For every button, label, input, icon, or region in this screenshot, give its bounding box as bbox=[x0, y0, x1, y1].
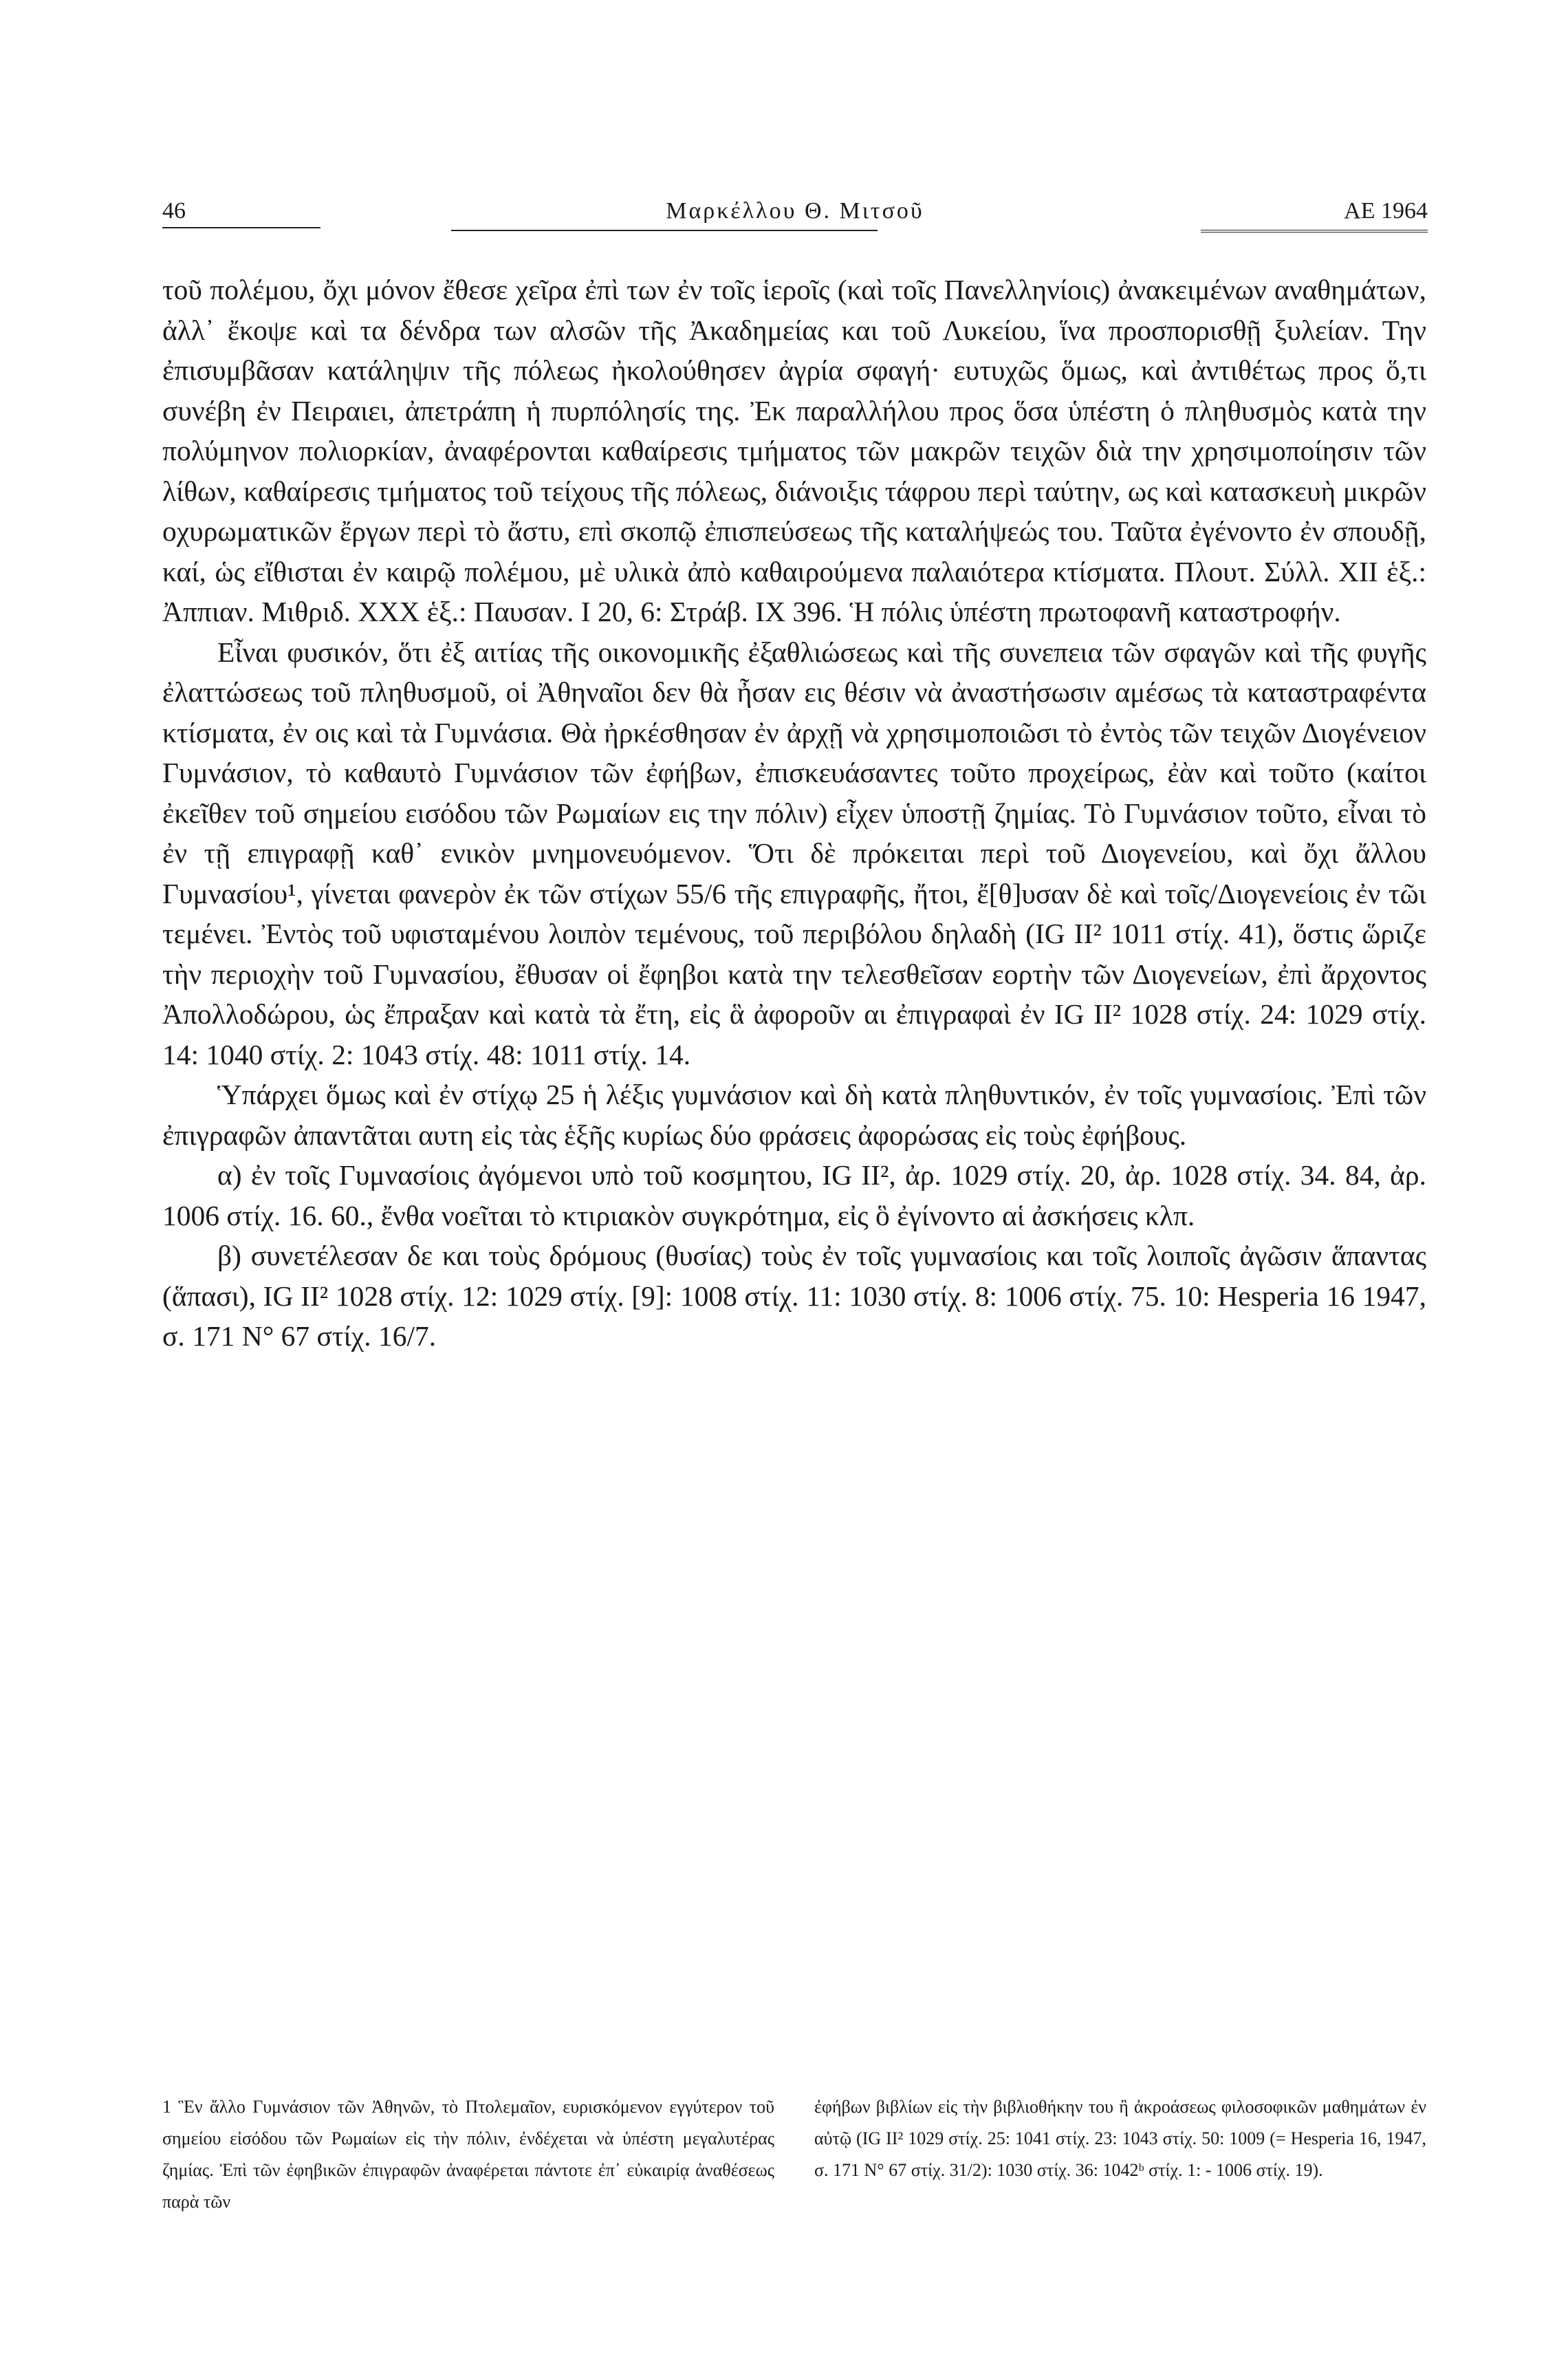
footnote-left-column: 1 Ἓν ἄλλο Γυμνάσιον τῶν Ἀθηνῶν, τὸ Πτολεμαῖον, ευρισκόμενον εγγύτερον τοῦ σημείου εἰσόδου τῶν Ρωμαίων εἰς τὴν πόλιν, ἐνδέχεται νὰ ὑπέστη μεγαλυτέρας ζημίας. Ἐπὶ τῶν ἐφηβικῶν ἐπιγραφῶν ἀναφέρεται πάντοτε ἐπ᾽ εὐκαιρίᾳ ἀναθέσεως παρὰ τῶν bbox=[162, 2097, 774, 2212]
running-header bbox=[162, 198, 1428, 239]
paragraph-3: Ὑπάρχει ὅμως καὶ ἐν στίχῳ 25 ἡ λέξις γυμνάσιον καὶ δὴ κατὰ πληθυντικόν, ἐν τοῖς γυμνασίοις. Ἐπὶ τῶν ἐπιγραφῶν ἀπαντᾶται αυτη εἰς τὰς ἑξῆς κυρίως δύο φράσεις ἀφορώσας εἰς τοὺς ἐφήβους. bbox=[162, 1079, 1426, 1151]
paragraph-1: τοῦ πολέμου, ὄχι μόνον ἔθεσε χεῖρα ἐπὶ των ἐν τοῖς ἱεροῖς (καὶ τοῖς Πανελληνίοις) ἀνακειμένων αναθημάτων, ἀλλ᾽ ἔκοψε καὶ τα δένδρα των αλσῶν τῆς Ἀκαδημείας και τοῦ Λυκείου, ἵνα προσπορισθῇ ξυλείαν. Την ἐπισυμβᾶσαν κατάληψιν τῆς πόλεως ἠκολούθησεν ἀγρία σφαγή· ευτυχῶς ὅμως, καὶ ἀντιθέτως προς ὅ,τι συνέβη ἐν Πειραιει, ἀπετράπη ἡ πυρπόλησίς της. Ἐκ παραλλήλου προς ὅσα ὑπέστη ὁ πληθυσμὸς κατὰ την πολύμηνον πολιορκίαν, ἀναφέρονται καθαίρεσις τμήματος τῶν μακρῶν τειχῶν διὰ την χρησιμοποίησιν τῶν λίθων, καθαίρεσις τμήματος τοῦ τείχους τῆς πόλεως, διάνοιξις τάφρου περὶ ταύτην, ως καὶ κατασκευὴ μικρῶν οχυρωματικῶν ἔργων περὶ τὸ ἄστυ, επὶ σκοπῷ ἐπισπεύσεως τῆς καταλήψεώς του. Ταῦτα ἐγένοντο ἐν σπουδῇ, καί, ὡς εἴθισται ἐν καιρῷ πολέμου, μὲ υλικὰ ἀπὸ καθαιρούμενα παλαιότερα κτίσματα. Πλουτ. Σύλλ. XII ἑξ.: Ἀππιαν. Μιθριδ. XXX ἑξ.: Παυσαν. I 20, 6: Στράβ. IX 396. Ἡ πόλις ὑπέστη πρωτοφανῆ καταστροφήν. bbox=[162, 274, 1426, 627]
footnote-right-column: ἐφήβων βιβλίων εἰς τὴν βιβλιοθήκην του ἢ ἀκροάσεως φιλοσοφικῶν μαθημάτων ἐν αὐτῷ (IG II² 1029 στίχ. 25: 1041 στίχ. 23: 1043 στίχ. 50: 1009 (= Hesperia 16, 1947, σ. 171 N° 67 στίχ. 31/2): 1030 στίχ. 36: 1042ᵇ στίχ. 1: - 1006 στίχ. 19). bbox=[814, 2097, 1426, 2180]
running-title: Μαρκέλλου Θ. Μιτσοῦ bbox=[666, 198, 924, 224]
paragraph-4: α) ἐν τοῖς Γυμνασίοις ἀγόμενοι υπὸ τοῦ κοσμητου, IG II², ἀρ. 1029 στίχ. 20, ἀρ. 1028 στίχ. 34. 84, ἀρ. 1006 στίχ. 16. 60., ἔνθα νοεῖται τὸ κτιριακὸν συγκρότημα, εἰς ὃ ἐγίνοντο αἱ ἀσκήσεις κλπ. bbox=[162, 1159, 1426, 1231]
journal-reference: ΑΕ 1964 bbox=[1344, 198, 1428, 224]
paragraph-2: Εἶναι φυσικόν, ὅτι ἐξ αιτίας τῆς οικονομικῆς ἐξαθλιώσεως καὶ τῆς συνεπεια τῶν σφαγῶν καὶ τῆς φυγῆς ἐλαττώσεως τοῦ πληθυσμοῦ, οἱ Ἀθηναῖοι δεν θὰ ἦσαν εις θέσιν νὰ ἀναστήσωσιν αμέσως τὰ καταστραφέντα κτίσματα, ἐν οις καὶ τὰ Γυμνάσια. Θὰ ἠρκέσθησαν ἐν ἀρχῇ νὰ χρησιμοποιῶσι τὸ ἐντὸς τῶν τειχῶν Διογένειον Γυμνάσιον, τὸ καθαυτὸ Γυμνάσιον τῶν ἐφήβων, ἐπισκευάσαντες τοῦτο προχείρως, ἐὰν καὶ τοῦτο (καίτοι ἐκεῖθεν τοῦ σημείου εισόδου τῶν Ρωμαίων εις την πόλιν) εἶχεν ὑποστῇ ζημίας. Τὸ Γυμνάσιον τοῦτο, εἶναι τὸ ἐν τῇ επιγραφῇ καθ᾽ ενικὸν μνημονευόμενον. Ὅτι δὲ πρόκειται περὶ τοῦ Διογενείου, καὶ ὄχι ἄλλου Γυμνασίου¹, γίνεται φανερὸν ἐκ τῶν στίχων 55/6 τῆς επιγραφῆς, ἤτοι, ἔ[θ]υσαν δὲ καὶ τοῖς/Διογενείοις ἐν τῶι τεμένει. Ἐντὸς τοῦ υφισταμένου λοιπὸν τεμένους, τοῦ περιβόλου δηλαδὴ (IG II² 1011 στίχ. 41), ὅστις ὥριζε τὴν περιοχὴν τοῦ Γυμνασίου, ἔθυσαν οἱ ἔφηβοι κατὰ την τελεσθεῖσαν εορτὴν τῶν Διογενείων, ἐπὶ ἄρχοντος Ἀπολλοδώρου, ὡς ἔπραξαν καὶ κατὰ τὰ ἔτη, εἰς ἃ ἀφοροῦν αι ἐπιγραφαὶ ἐν IG II² 1028 στίχ. 24: 1029 στίχ. 14: 1040 στίχ. 2: 1043 στίχ. 48: 1011 στίχ. 14. bbox=[162, 636, 1426, 1070]
header-rule-center bbox=[451, 230, 878, 231]
main-text bbox=[162, 270, 1426, 1357]
header-rule-right bbox=[1201, 230, 1428, 233]
paragraph-5: β) συνετέλεσαν δε και τοὺς δρόμους (θυσίας) τοὺς ἐν τοῖς γυμνασίοις και τοῖς λοιποῖς ἀγῶσιν ἅπαντας (ἅπασι), IG II² 1028 στίχ. 12: 1029 στίχ. [9]: 1008 στίχ. 11: 1030 στίχ. 8: 1006 στίχ. 75. 10: Hesperia 16 1947, σ. 171 N° 67 στίχ. 16/7. bbox=[162, 1240, 1426, 1352]
page-number: 46 bbox=[162, 198, 320, 228]
